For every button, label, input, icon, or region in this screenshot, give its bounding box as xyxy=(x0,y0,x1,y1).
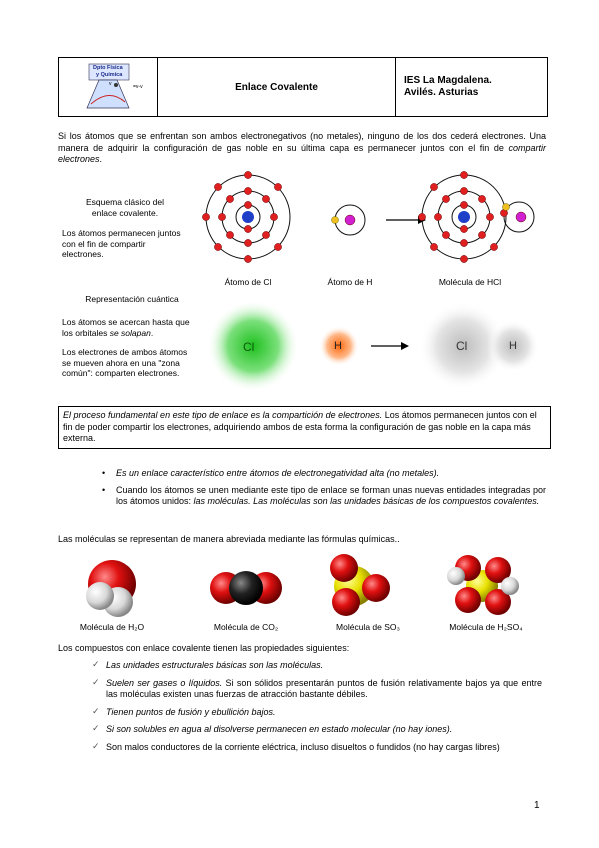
label-hcl-molecule: Molécula de HCl xyxy=(438,277,502,287)
h-atom xyxy=(332,205,366,235)
h2so4-model xyxy=(447,555,519,615)
molecules-intro: Las moléculas se representan de manera abreviada mediante las fórmulas químicas.. xyxy=(58,534,400,544)
cl-nucleus xyxy=(242,211,254,223)
quantum-cl-label: Cl xyxy=(243,340,255,354)
svg-text:=v-v: =v-v xyxy=(133,84,143,90)
key-concept-box xyxy=(58,406,551,449)
header-table xyxy=(58,57,548,117)
box-italic: El proceso fundamental en este tipo de enlace es la compartición de electrones. xyxy=(63,410,383,420)
bullet-list xyxy=(98,468,546,513)
quantum-desc-1: Los átomos se acercan hasta que los orbitales se solapan. xyxy=(62,317,190,338)
quantum-hcl-cl-label: Cl xyxy=(456,339,468,353)
page-title: Enlace Covalente xyxy=(158,58,396,116)
svg-text:v: v xyxy=(109,81,112,87)
school-line-1: IES La Magdalena. xyxy=(404,75,492,86)
label-so3: Molécula de SO₃ xyxy=(336,622,400,632)
logo-text-1: Dpto Física xyxy=(93,65,123,71)
cl-atom xyxy=(202,171,290,262)
property-4: ✓ Si son solubles en agua al disolverse permanecen en estado molecular (no hay iones). xyxy=(90,724,542,736)
quantum-h-label: H xyxy=(334,340,342,352)
property-2: ✓ Suelen ser gases o líquidos. Si son sólidos presentarán puntos de fusión relativamente bajos ya que entre las moléculas existen unas fuerzas de atracción bastante débiles. xyxy=(90,678,542,701)
quantum-title: Representación cuántica xyxy=(85,294,179,304)
co2-model xyxy=(210,571,282,605)
schema-title xyxy=(62,197,188,218)
schema-title-line-1: Esquema clásico del xyxy=(86,197,164,207)
label-h-atom: Átomo de H xyxy=(327,277,373,287)
quantum-diagram xyxy=(205,300,555,395)
molecule-models xyxy=(58,552,546,622)
intro-paragraph xyxy=(58,131,546,166)
label-cl-atom: Átomo de Cl xyxy=(224,277,272,287)
schema-description: Los átomos permanecen juntos con el fin de compartir electrones. xyxy=(62,228,181,259)
label-co2: Molécula de CO₂ xyxy=(213,622,279,632)
school-info xyxy=(396,58,547,116)
so3-model xyxy=(330,554,390,616)
intro-text: Si los átomos que se enfrentan son ambos electronegativos (no metales), ninguno de los dos cederá electrones. Una manera de adquirir la configuración de gas noble en su última capa es permanecer juntos con el fin de xyxy=(58,131,546,153)
label-h2o: Molécula de H₂O xyxy=(79,622,145,632)
bullet-2: • Cuando los átomos se unen mediante este tipo de enlace se forman unas nuevas entidades integradas por los átomos unidos: las moléculas. Las moléculas son las unidades básicas de los compuestos covalentes. xyxy=(98,485,546,508)
property-1: ✓ Las unidades estructurales básicas son las moléculas. xyxy=(90,660,542,672)
property-5: ✓ Son malos conductores de la corriente eléctrica, incluso disueltos o fundidos (no hay cargas libres) xyxy=(90,742,542,754)
intro-end: . xyxy=(99,154,103,164)
schema-title-line-2: enlace covalente. xyxy=(91,207,159,218)
hcl-molecule xyxy=(418,171,534,262)
bullet-1: • Es un enlace característico entre átomos de electronegatividad alta (no metales). xyxy=(98,468,546,480)
box-text: Los átomos permanecen juntos con el fin de poder compartir los electrones, adquiriendo ambos de esta forma la configuración de gas noble en la capa más externa. xyxy=(63,410,537,443)
properties-list xyxy=(90,660,542,759)
page-number: 1 xyxy=(534,800,540,811)
intro-emphasis: compartir electrones xyxy=(58,142,546,164)
logo-text-2: y Química xyxy=(96,72,123,78)
quantum-hcl-h-label: H xyxy=(509,340,517,352)
h2o-model xyxy=(86,560,136,617)
label-h2so4: Molécula de H₂SO₄ xyxy=(449,622,523,632)
quantum-desc-2: Los electrones de ambos átomos se mueven ahora en una "zona común": comparten electrones. xyxy=(62,347,188,378)
properties-intro: Los compuestos con enlace covalente tienen las propiedades siguientes: xyxy=(58,643,350,653)
header-logo-cell xyxy=(59,58,158,116)
property-3: ✓ Tienen puntos de fusión y ebullición bajos. xyxy=(90,707,542,719)
classical-bond-diagram xyxy=(190,165,550,277)
school-line-2: Avilés. Asturias xyxy=(404,87,479,98)
